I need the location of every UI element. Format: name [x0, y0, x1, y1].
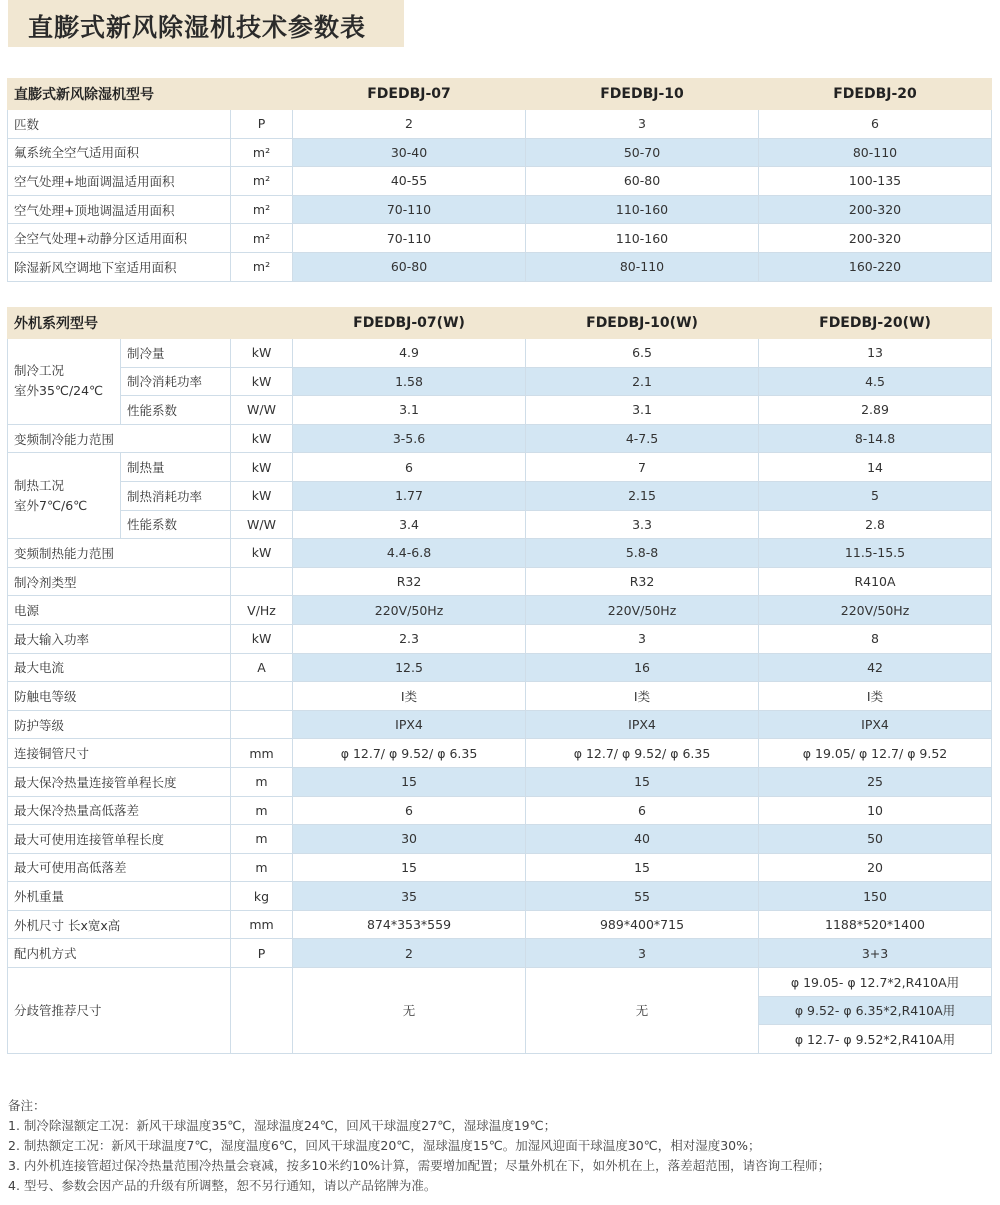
row-label: 除湿新风空调地下室适用面积 — [8, 252, 231, 281]
cell-value: 80-110 — [759, 138, 992, 167]
cell-value: 55 — [526, 882, 759, 911]
cooling-condition-label — [8, 339, 121, 425]
cell-value: 6 — [526, 796, 759, 825]
cell-value: 160-220 — [759, 252, 992, 281]
heating-condition-temp: 室外7℃/6℃ — [14, 497, 88, 513]
row-unit: A — [231, 653, 293, 682]
row-label: 配内机方式 — [8, 939, 231, 968]
cell-value: 2 — [293, 110, 526, 139]
cell-value: 3.1 — [293, 396, 526, 425]
cell-value: 2.15 — [526, 481, 759, 510]
cell-value: 14 — [759, 453, 992, 482]
cell-value: 220V/50Hz — [293, 596, 526, 625]
cell-value: 13 — [759, 339, 992, 368]
row-unit — [231, 682, 293, 711]
cell-value: 6.5 — [526, 339, 759, 368]
row-label: 制热量 — [121, 453, 231, 482]
table-row — [8, 167, 992, 196]
table-row — [8, 110, 992, 139]
cell-value: 无 — [526, 968, 759, 1054]
cell-value: φ 9.52- φ 6.35*2,R410A用 — [759, 996, 992, 1025]
cell-value: 5.8-8 — [526, 539, 759, 568]
cell-value: 15 — [293, 853, 526, 882]
row-label: 全空气处理+动静分区适用面积 — [8, 224, 231, 253]
cell-value: 20 — [759, 853, 992, 882]
cell-value: 4.5 — [759, 367, 992, 396]
row-unit: kW — [231, 481, 293, 510]
notes-heading: 备注： — [8, 1098, 46, 1113]
cell-value: 2.3 — [293, 624, 526, 653]
cell-value: φ 19.05- φ 12.7*2,R410A用 — [759, 968, 992, 997]
cell-value: 150 — [759, 882, 992, 911]
cell-value: 3 — [526, 110, 759, 139]
row-label: 最大输入功率 — [8, 624, 231, 653]
cell-value: 30 — [293, 825, 526, 854]
row-label: 制热消耗功率 — [121, 481, 231, 510]
cell-value: 42 — [759, 653, 992, 682]
row-label: 性能系数 — [121, 396, 231, 425]
row-unit: m² — [231, 138, 293, 167]
cell-value: 40-55 — [293, 167, 526, 196]
table-row — [8, 195, 992, 224]
cell-value: I类 — [759, 682, 992, 711]
row-label: 制冷剂类型 — [8, 567, 231, 596]
row-unit: m — [231, 853, 293, 882]
cell-value: 200-320 — [759, 195, 992, 224]
table-row — [8, 796, 992, 825]
cell-value: 3.3 — [526, 510, 759, 539]
cell-value: 200-320 — [759, 224, 992, 253]
cell-value: R410A — [759, 567, 992, 596]
note-item: 4. 型号、参数会因产品的升级有所调整，恕不另行通知，请以产品铭牌为准。 — [8, 1178, 437, 1193]
header-model-label: 直膨式新风除湿机型号 — [8, 79, 293, 110]
table-row — [8, 396, 992, 425]
cell-value: 30-40 — [293, 138, 526, 167]
heating-condition-title: 制热工况 — [14, 477, 65, 493]
cooling-condition-temp: 室外35℃/24℃ — [14, 383, 104, 399]
cell-value: 1188*520*1400 — [759, 910, 992, 939]
cell-value: φ 12.7/ φ 9.52/ φ 6.35 — [293, 739, 526, 768]
row-unit: kg — [231, 882, 293, 911]
row-label: 电源 — [8, 596, 231, 625]
row-label: 匹数 — [8, 110, 231, 139]
cell-value: 989*400*715 — [526, 910, 759, 939]
header-series-label: 外机系列型号 — [8, 308, 293, 339]
row-label: 最大可使用高低落差 — [8, 853, 231, 882]
row-unit: P — [231, 110, 293, 139]
header-model-col2: FDEDBJ-10 — [526, 79, 759, 110]
row-unit: m — [231, 767, 293, 796]
cell-value: I类 — [293, 682, 526, 711]
cell-value: φ 19.05/ φ 12.7/ φ 9.52 — [759, 739, 992, 768]
row-label: 最大保冷热量连接管单程长度 — [8, 767, 231, 796]
table-header-row — [8, 79, 992, 110]
row-unit: kW — [231, 624, 293, 653]
row-unit: m² — [231, 195, 293, 224]
table-row — [8, 224, 992, 253]
row-label: 连接铜管尺寸 — [8, 739, 231, 768]
row-label: 变频制热能力范围 — [8, 539, 231, 568]
row-label: 外机重量 — [8, 882, 231, 911]
cell-value: IPX4 — [759, 710, 992, 739]
table-row — [8, 252, 992, 281]
cell-value: 100-135 — [759, 167, 992, 196]
cell-value: 3.4 — [293, 510, 526, 539]
cell-value: 3+3 — [759, 939, 992, 968]
cell-value: I类 — [526, 682, 759, 711]
cell-value: 无 — [293, 968, 526, 1054]
cell-value: 15 — [526, 853, 759, 882]
cell-value: 5 — [759, 481, 992, 510]
row-label: 变频制冷能力范围 — [8, 424, 231, 453]
cell-value: 50-70 — [526, 138, 759, 167]
cell-value: 16 — [526, 653, 759, 682]
table-row — [8, 968, 992, 997]
cooling-condition-title: 制冷工况 — [14, 363, 65, 379]
cell-value: 80-110 — [526, 252, 759, 281]
row-label: 性能系数 — [121, 510, 231, 539]
cell-value: 1.77 — [293, 481, 526, 510]
cell-value: 3-5.6 — [293, 424, 526, 453]
table-row — [8, 767, 992, 796]
row-unit: kW — [231, 453, 293, 482]
table-row — [8, 682, 992, 711]
cell-value: 874*353*559 — [293, 910, 526, 939]
table-row — [8, 653, 992, 682]
row-unit — [231, 567, 293, 596]
header-model-col3: FDEDBJ-20 — [759, 79, 992, 110]
row-unit: kW — [231, 539, 293, 568]
cell-value: 60-80 — [526, 167, 759, 196]
cell-value: 220V/50Hz — [526, 596, 759, 625]
row-unit: kW — [231, 424, 293, 453]
cell-value: 6 — [293, 453, 526, 482]
outdoor-unit-spec-table — [7, 307, 992, 1054]
table-row — [8, 853, 992, 882]
cell-value: R32 — [526, 567, 759, 596]
table-row — [8, 138, 992, 167]
row-unit: P — [231, 939, 293, 968]
row-label: 制冷量 — [121, 339, 231, 368]
cell-value: IPX4 — [526, 710, 759, 739]
table-row — [8, 367, 992, 396]
row-label: 最大可使用连接管单程长度 — [8, 825, 231, 854]
table-row — [8, 481, 992, 510]
cell-value: 4-7.5 — [526, 424, 759, 453]
page-title: 直膨式新风除湿机技术参数表 — [28, 13, 367, 42]
row-unit: m — [231, 825, 293, 854]
cell-value: 70-110 — [293, 195, 526, 224]
cell-value: 6 — [759, 110, 992, 139]
header-model-col1: FDEDBJ-07 — [293, 79, 526, 110]
table-row — [8, 453, 992, 482]
cell-value: 6 — [293, 796, 526, 825]
cell-value: 2.1 — [526, 367, 759, 396]
cell-value: 10 — [759, 796, 992, 825]
heating-condition-label — [8, 453, 121, 539]
row-label: 防护等级 — [8, 710, 231, 739]
cell-value: R32 — [293, 567, 526, 596]
row-label: 最大保冷热量高低落差 — [8, 796, 231, 825]
row-label: 分歧管推荐尺寸 — [8, 968, 231, 1054]
dehumidifier-spec-table — [7, 78, 992, 282]
notes-section — [8, 1096, 988, 1196]
table-row — [8, 710, 992, 739]
cell-value: 2.89 — [759, 396, 992, 425]
cell-value: 7 — [526, 453, 759, 482]
cell-value: 60-80 — [293, 252, 526, 281]
row-unit: mm — [231, 739, 293, 768]
note-item: 1. 制冷除湿额定工况：新风干球温度35℃，湿球温度24℃，回风干球温度27℃，湿球温度19℃； — [8, 1118, 557, 1133]
row-unit: m² — [231, 252, 293, 281]
cell-value: 4.4-6.8 — [293, 539, 526, 568]
row-unit: mm — [231, 910, 293, 939]
cell-value: 15 — [293, 767, 526, 796]
row-unit — [231, 968, 293, 1054]
row-label: 空气处理+地面调温适用面积 — [8, 167, 231, 196]
cell-value: 35 — [293, 882, 526, 911]
table-row — [8, 567, 992, 596]
table-row — [8, 882, 992, 911]
cell-value: 110-160 — [526, 224, 759, 253]
cell-value: 50 — [759, 825, 992, 854]
row-unit: kW — [231, 339, 293, 368]
table-row — [8, 424, 992, 453]
table-header-row — [8, 308, 992, 339]
cell-value: 25 — [759, 767, 992, 796]
header-model-col2: FDEDBJ-10(W) — [526, 308, 759, 339]
row-unit: V/Hz — [231, 596, 293, 625]
cell-value: φ 12.7/ φ 9.52/ φ 6.35 — [526, 739, 759, 768]
row-unit: kW — [231, 367, 293, 396]
row-label: 防触电等级 — [8, 682, 231, 711]
cell-value: 40 — [526, 825, 759, 854]
cell-value: 11.5-15.5 — [759, 539, 992, 568]
cell-value: 8-14.8 — [759, 424, 992, 453]
cell-value: 3 — [526, 624, 759, 653]
cell-value: 15 — [526, 767, 759, 796]
row-label: 空气处理+顶地调温适用面积 — [8, 195, 231, 224]
note-item: 2. 制热额定工况：新风干球温度7℃，湿度温度6℃，回风干球温度20℃，湿球温度15℃。加湿风迎面干球温度30℃，相对湿度30%； — [8, 1138, 761, 1153]
cell-value: 2 — [293, 939, 526, 968]
note-item: 3. 内外机连接管超过保冷热量范围冷热量会衰减，按多10米约10%计算，需要增加配置；尽量外机在下，如外机在上，落差超范围，请咨询工程师； — [8, 1158, 831, 1173]
row-unit: m — [231, 796, 293, 825]
cell-value: 220V/50Hz — [759, 596, 992, 625]
row-unit — [231, 710, 293, 739]
row-unit: W/W — [231, 510, 293, 539]
row-label: 外机尺寸 长x宽x高 — [8, 910, 231, 939]
header-model-col3: FDEDBJ-20(W) — [759, 308, 992, 339]
cell-value: 2.8 — [759, 510, 992, 539]
table-row — [8, 510, 992, 539]
table-row — [8, 739, 992, 768]
cell-value: φ 12.7- φ 9.52*2,R410A用 — [759, 1025, 992, 1054]
table-row — [8, 910, 992, 939]
row-label: 最大电流 — [8, 653, 231, 682]
table-row — [8, 539, 992, 568]
cell-value: IPX4 — [293, 710, 526, 739]
table-row — [8, 339, 992, 368]
cell-value: 3.1 — [526, 396, 759, 425]
row-label: 制冷消耗功率 — [121, 367, 231, 396]
cell-value: 12.5 — [293, 653, 526, 682]
table-row — [8, 596, 992, 625]
cell-value: 8 — [759, 624, 992, 653]
cell-value: 3 — [526, 939, 759, 968]
table-row — [8, 825, 992, 854]
cell-value: 110-160 — [526, 195, 759, 224]
row-label: 氟系统全空气适用面积 — [8, 138, 231, 167]
row-unit: m² — [231, 224, 293, 253]
row-unit: W/W — [231, 396, 293, 425]
row-unit: m² — [231, 167, 293, 196]
table-row — [8, 939, 992, 968]
header-model-col1: FDEDBJ-07(W) — [293, 308, 526, 339]
cell-value: 4.9 — [293, 339, 526, 368]
table-row — [8, 624, 992, 653]
cell-value: 1.58 — [293, 367, 526, 396]
cell-value: 70-110 — [293, 224, 526, 253]
